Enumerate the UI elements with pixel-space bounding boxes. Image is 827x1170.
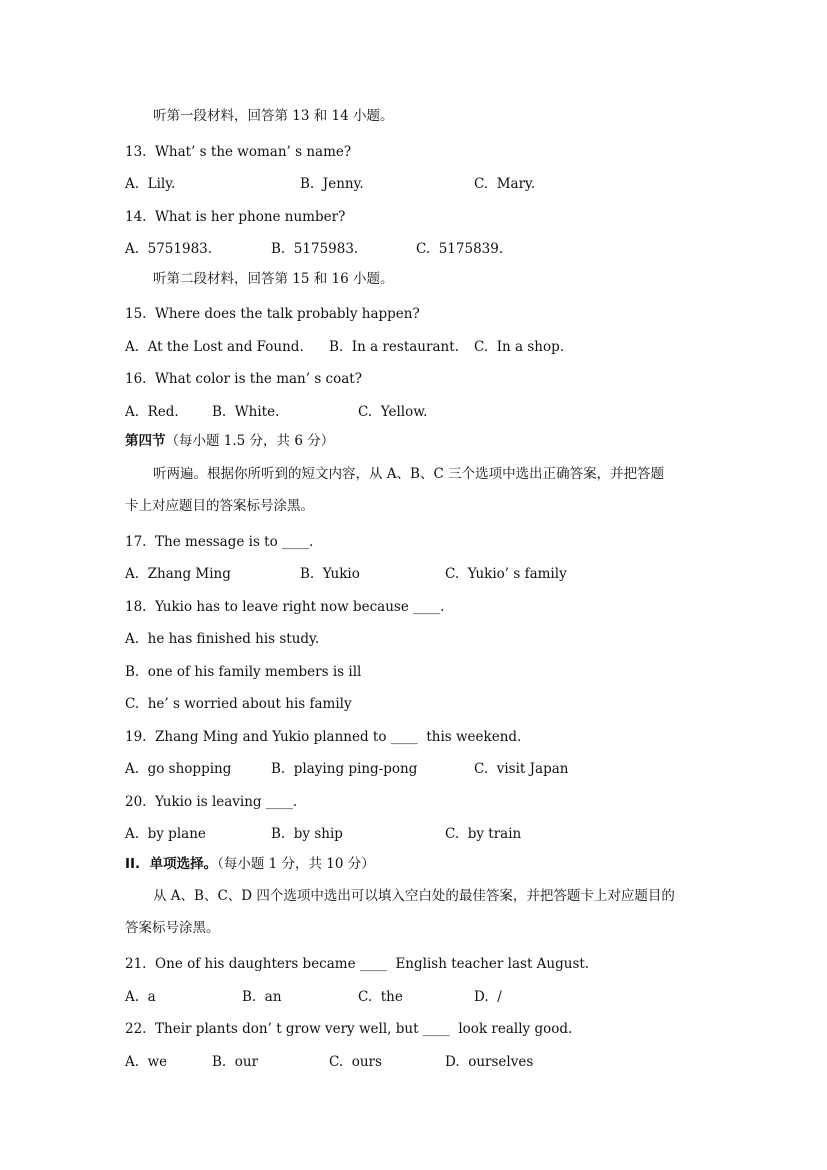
q18-option-a: A. he has finished his study. <box>125 631 320 647</box>
q15-option-a: A. At the Lost and Found. <box>125 339 304 355</box>
part-2-note: （每小题 1 分，共 10 分） <box>217 856 375 872</box>
q19-option-c: C. visit Japan <box>474 761 569 777</box>
q15-option-b: B. In a restaurant. <box>329 339 459 355</box>
q14-option-c: C. 5175839. <box>416 241 504 257</box>
q14-option-b: B. 5175983. <box>271 241 359 257</box>
section-4-heading <box>125 432 334 450</box>
q14-option-a: A. 5751983. <box>125 241 213 257</box>
q17-option-a: A. Zhang Ming <box>125 566 231 582</box>
instruction-15-16: 听第二段材料，回答第 15 和 16 小题。 <box>153 271 394 287</box>
q13-option-a: A. Lily. <box>125 176 176 192</box>
q18-option-c: C. he’ s worried about his family <box>125 696 352 712</box>
section-4-instruction-line-2: 卡上对应题目的答案标号涂黑。 <box>125 498 314 514</box>
q21-option-b: B. an <box>242 989 282 1005</box>
question-21: 21. One of his daughters became ____ English teacher last August. <box>125 956 590 972</box>
q16-option-c: C. Yellow. <box>358 404 428 420</box>
q21-option-d: D. / <box>474 989 502 1005</box>
section-4-instruction-line-1: 听两遍。根据你所听到的短文内容，从 A、B、C 三个选项中选出正确答案，并把答题 <box>153 466 665 482</box>
section-4-note: （每小题 1.5 分，共 6 分） <box>165 433 335 449</box>
q18-option-b: B. one of his family members is ill <box>125 664 362 680</box>
question-17: 17. The message is to ____. <box>125 534 314 550</box>
q21-option-a: A. a <box>125 989 156 1005</box>
q19-option-b: B. playing ping-pong <box>271 761 418 777</box>
q13-option-c: C. Mary. <box>474 176 536 192</box>
part-2-title: II. 单项选择。 <box>125 856 218 872</box>
question-22: 22. Their plants don’ t grow very well, but ____ look really good. <box>125 1021 573 1037</box>
q17-option-b: B. Yukio <box>300 566 360 582</box>
question-14: 14. What is her phone number? <box>125 209 346 225</box>
q22-option-d: D. ourselves <box>445 1054 534 1070</box>
q16-option-a: A. Red. <box>125 404 179 420</box>
part-2-heading <box>125 855 375 873</box>
question-15: 15. Where does the talk probably happen? <box>125 306 420 322</box>
q19-option-a: A. go shopping <box>125 761 232 777</box>
part-2-instruction-line-1: 从 A、B、C、D 四个选项中选出可以填入空白处的最佳答案，并把答题卡上对应题目的 <box>153 888 675 904</box>
q13-option-b: B. Jenny. <box>300 176 364 192</box>
q22-option-c: C. ours <box>329 1054 382 1070</box>
q16-option-b: B. White. <box>212 404 280 420</box>
q20-option-a: A. by plane <box>125 826 206 842</box>
question-18: 18. Yukio has to leave right now because ____. <box>125 599 445 615</box>
part-2-instruction-line-2: 答案标号涂黑。 <box>125 920 220 936</box>
section-4-title: 第四节 <box>125 433 166 449</box>
instruction-13-14: 听第一段材料，回答第 13 和 14 小题。 <box>153 108 394 124</box>
question-16: 16. What color is the man’ s coat? <box>125 371 362 387</box>
q21-option-c: C. the <box>358 989 403 1005</box>
q20-option-b: B. by ship <box>271 826 343 842</box>
question-19: 19. Zhang Ming and Yukio planned to ____ this weekend. <box>125 729 522 745</box>
q22-option-a: A. we <box>125 1054 168 1070</box>
q17-option-c: C. Yukio’ s family <box>445 566 567 582</box>
q22-option-b: B. our <box>212 1054 259 1070</box>
question-13: 13. What’ s the woman’ s name? <box>125 144 352 160</box>
q15-option-c: C. In a shop. <box>474 339 565 355</box>
question-20: 20. Yukio is leaving ____. <box>125 794 298 810</box>
q20-option-c: C. by train <box>445 826 522 842</box>
